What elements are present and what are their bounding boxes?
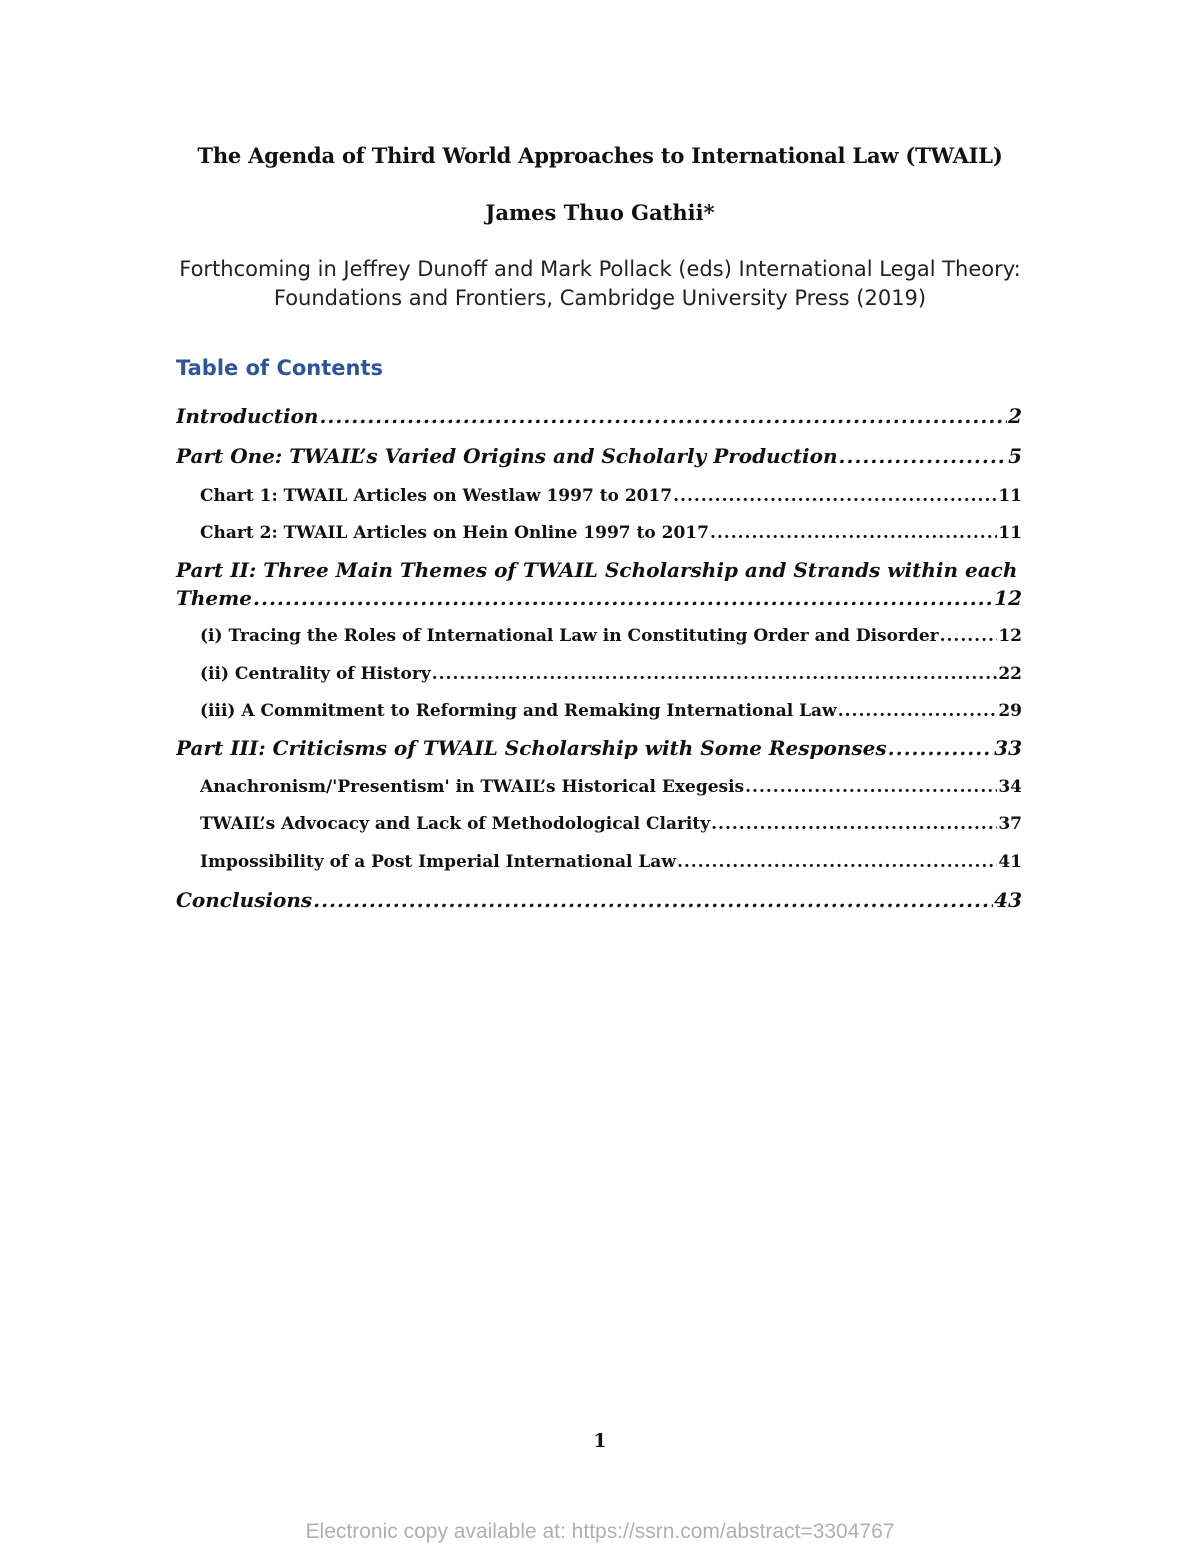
page-number: 1 [593,1430,607,1452]
toc-leader-dots [432,664,998,684]
toc-entry-label: TWAIL’s Advocacy and Lack of Methodological Clarity [200,814,711,834]
toc-entry-impossibility[interactable] [200,852,1022,872]
toc-heading: Table of Contents [176,356,384,380]
toc-leader-dots [313,888,993,912]
toc-entry-label: Part III: Criticisms of TWAIL Scholarship with Some Responses [176,736,887,760]
publication-note-line-2: Foundations and Frontiers, Cambridge University Press (2019) [273,286,927,310]
toc-entry-label: Introduction [176,404,319,428]
toc-entry-page: 11 [998,523,1022,543]
toc-leader-dots [253,586,993,610]
toc-entry-anachronism[interactable] [200,777,1022,797]
toc-entry-introduction[interactable] [176,404,1022,428]
toc-entry-theme-i[interactable] [200,626,1022,646]
toc-leader-dots [888,736,994,760]
toc-entry-label: Theme [176,586,253,610]
toc-entry-page: 43 [994,888,1022,912]
toc-entry-label: (i) Tracing the Roles of International Law in Constituting Order and Disorder [200,626,939,646]
toc-entry-label: (ii) Centrality of History [200,664,431,684]
toc-leader-dots [839,444,1008,468]
toc-entry-theme-iii[interactable] [200,701,1022,721]
toc-entry-advocacy[interactable] [200,814,1022,834]
author-name: James Thuo Gathii* [485,200,715,225]
toc-leader-dots [677,852,997,872]
toc-entry-page: 12 [994,586,1022,610]
toc-entry-chart-1[interactable] [200,486,1022,506]
toc-entry-page: 29 [998,701,1022,721]
toc-entry-chart-2[interactable] [200,523,1022,543]
toc-entry-page: 5 [1008,444,1022,468]
ssrn-footer: Electronic copy available at: https://ssrn.com/abstract=3304767 [305,1520,895,1543]
toc-entry-page: 33 [994,736,1022,760]
toc-entry-page: 2 [1008,404,1022,428]
toc-leader-dots [838,701,998,721]
toc-entry-part-two-line-1[interactable]: Part II: Three Main Themes of TWAIL Scholarship and Strands within each [176,558,1018,582]
paper-title: The Agenda of Third World Approaches to International Law (TWAIL) [197,143,1003,168]
publication-note [0,255,1200,313]
toc-entry-page: 41 [998,852,1022,872]
toc-entry-page: 22 [998,664,1022,684]
toc-entry-page: 11 [998,486,1022,506]
toc-entry-label: (iii) A Commitment to Reforming and Remaking International Law [200,701,837,721]
toc-leader-dots [711,814,997,834]
toc-entry-label: Impossibility of a Post Imperial International Law [200,852,676,872]
toc-entry-label: Chart 1: TWAIL Articles on Westlaw 1997 to 2017 [200,486,673,506]
toc-entry-page: 34 [998,777,1022,797]
toc-entry-conclusions[interactable] [176,888,1022,912]
toc-entry-label: Chart 2: TWAIL Articles on Hein Online 1997 to 2017 [200,523,709,543]
toc-leader-dots [710,523,997,543]
toc-entry-part-two[interactable] [176,586,1022,610]
publication-note-line-1: Forthcoming in Jeffrey Dunoff and Mark Pollack (eds) International Legal Theory: [179,257,1021,281]
toc-leader-dots [940,626,998,646]
toc-entry-part-one[interactable] [176,444,1022,468]
toc-entry-label: Anachronism/'Presentism' in TWAIL’s Historical Exegesis [200,777,745,797]
toc-entry-theme-ii[interactable] [200,664,1022,684]
toc-entry-page: 37 [998,814,1022,834]
toc-leader-dots [745,777,997,797]
toc-entry-label: Part One: TWAIL’s Varied Origins and Scholarly Production [176,444,838,468]
toc-entry-page: 12 [998,626,1022,646]
toc-entry-label: Conclusions [176,888,313,912]
toc-leader-dots [319,404,1007,428]
toc-entry-part-three[interactable] [176,736,1022,760]
toc-leader-dots [673,486,997,506]
